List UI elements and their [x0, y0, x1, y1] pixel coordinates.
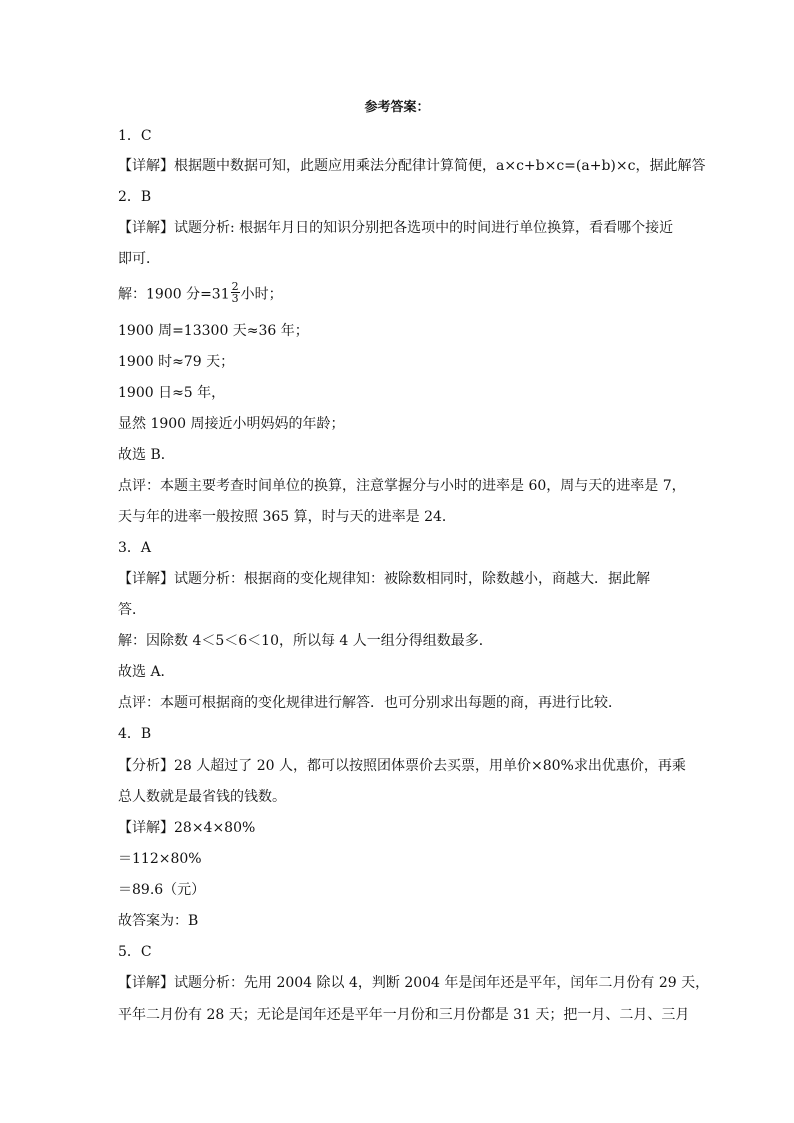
- answer-detail-2: 【详解】试题分析: 根据年月日的知识分别把各选项中的时间进行单位换算，看看哪个接近: [118, 220, 674, 236]
- fraction-denominator: 3: [231, 292, 239, 305]
- answer-number-2: 2．B: [118, 189, 152, 205]
- detail-line: ＝89.6（元）: [118, 882, 206, 898]
- text-line: 1900 周=13300 天≈36 年；: [118, 323, 309, 339]
- text-line: 1900 时≈79 天；: [118, 354, 235, 370]
- detail-line: ＝112×80%: [118, 851, 202, 867]
- answer-detail-3: 【详解】试题分析：根据商的变化规律知：被除数相同时，除数越小，商越大．据此解: [118, 571, 650, 587]
- fraction-prefix: 解：1900 分=31: [118, 286, 230, 303]
- answer-detail-1: 【详解】根据题中数据可知，此题应用乘法分配律计算简便，a×c+b×c=(a+b)×c，据此解答: [118, 158, 706, 174]
- analysis-line: 【分析】28 人超过了 20 人，都可以按照团体票价去买票，用单价×80%求出优惠价，再乘: [118, 758, 686, 774]
- text-line: 1900 日≈5 年，: [118, 385, 226, 401]
- text-line: 故选 A．: [118, 664, 175, 680]
- answer-number-1: 1．C: [118, 128, 152, 144]
- fraction: [231, 281, 240, 304]
- fraction-suffix: 小时；: [240, 286, 283, 303]
- comment-line: 点评：本题可根据商的变化规律进行解答．也可分别求出每题的商，再进行比较．: [118, 695, 622, 711]
- page-title: 参考答案：: [364, 100, 430, 115]
- answer-detail-5: 【详解】试题分析：先用 2004 除以 4，判断 2004 年是闰年还是平年，闰年二月份有 29 天，: [118, 975, 710, 991]
- comment-line: 天与年的进率一般按照 365 算，时与天的进率是 24．: [118, 509, 456, 525]
- fraction-line: [118, 280, 698, 306]
- comment-line: 点评：本题主要考查时间单位的换算，注意掌握分与小时的进率是 60，周与天的进率是 7，: [118, 478, 686, 494]
- answer-result-4: 故答案为：B: [118, 913, 199, 929]
- detail-line: 【详解】28×4×80%: [118, 820, 256, 836]
- answer-number-5: 5．C: [118, 944, 152, 960]
- text-line: 解：因除数 4＜5＜6＜10，所以每 4 人一组分得组数最多．: [118, 633, 493, 649]
- text-line: 故选 B．: [118, 447, 175, 463]
- fraction-numerator: 2: [231, 280, 239, 293]
- answer-detail-3-cont: 答．: [118, 602, 146, 618]
- text-line: 显然 1900 周接近小明妈妈的年龄；: [118, 416, 345, 432]
- answer-detail-2-cont: 即可．: [118, 251, 160, 267]
- answer-number-3: 3．A: [118, 540, 152, 556]
- answer-detail-5-cont: 平年二月份有 28 天；无论是闰年还是平年一月份和三月份都是 31 天；把一月、二月、三月: [118, 1007, 690, 1023]
- answer-number-4: 4．B: [118, 726, 152, 742]
- analysis-line: 总人数就是最省钱的钱数。: [118, 789, 286, 805]
